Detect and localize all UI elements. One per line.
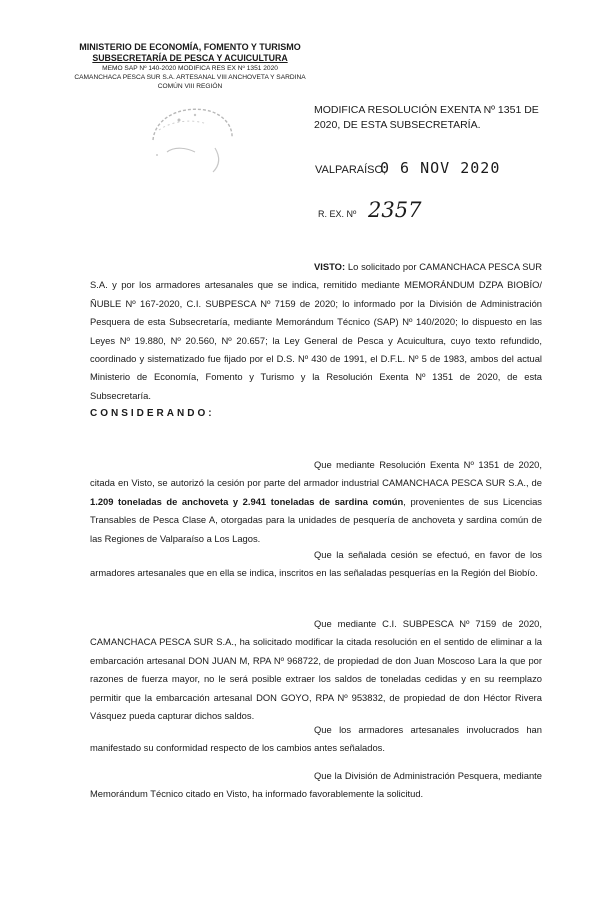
visto-text: Lo solicitado por CAMANCHACA PESCA SUR S.A. y por los armadores artesanales que se indica, remitido mediante MEMORÁNDUM DZPA BIOBÍO/ÑUBLE Nº 167-2020, C.I. SUBPESCA Nº 7159 de 2020; lo informado por la División de Administración Pesquera de esta Subsecretaría, mediante Memorándum Técnico (SAP) Nº 140/2020; lo dispuesto en las Leyes Nº 19.880, Nº 20.560, Nº 20.657; la Ley General de Pesca y Acuicultura, cuyo texto refundido, coordinado y sistematizado fue fijado por el D.S. Nº 430 de 1991, el D.F.L. Nº 5 de 1983, ambos del actual Ministerio de Economía, Fomento y Turismo y la Resolución Exenta Nº 1351 de 2020, de esta Subsecretaría. (90, 261, 542, 401)
memo-ref-line-2: CAMANCHACA PESCA SUR S.A. ARTESANAL VIII ANCHOVETA Y SARDINA (74, 74, 306, 81)
ministry-name: MINISTERIO DE ECONOMÍA, FOMENTO Y TURISMO (79, 42, 301, 52)
considerando-paragraph-1 (90, 456, 542, 548)
considerando-heading: CONSIDERANDO: (90, 408, 215, 419)
resolution-number: 2357 (368, 198, 422, 222)
date-place: VALPARAÍSO, (315, 164, 387, 176)
subsecretaria-name: SUBSECRETARÍA DE PESCA Y ACUICULTURA (92, 53, 288, 63)
p5-text: Que la División de Administración Pesquera, mediante Memorándum Técnico citado en Visto, ha informado favorablemente la solicitud. (90, 770, 542, 800)
p1-text-c: , provenientes de sus Licencias Transables de Pesca Clase A, otorgadas para la unidades de pesquería de anchoveta y sardina común de las Regiones de Valparaíso a Los Lagos. (90, 495, 542, 544)
memo-ref-line-1: MEMO SAP Nº 140-2020 MODIFICA RES EX Nº 1351 2020 (102, 65, 278, 72)
p1-text-a: Que mediante Resolución Exenta Nº 1351 de 2020, citada en Visto, se autorizó la cesión por parte del armador industrial CAMANCHACA PESCA SUR S.A., de (90, 459, 542, 489)
considerando-paragraph-3 (90, 615, 542, 725)
visto-paragraph (90, 258, 542, 405)
p1-tonnage: 1.209 toneladas de anchoveta y 2.941 toneladas de sardina común (90, 495, 404, 507)
p2-text: Que la señalada cesión se efectuó, en favor de los armadores artesanales que en ella se indica, inscritos en las señaladas pesquerías en la Región del Biobío. (90, 549, 542, 579)
considerando-paragraph-4 (90, 721, 542, 758)
resolution-subject: MODIFICA RESOLUCIÓN EXENTA Nº 1351 DE 2020, DE ESTA SUBSECRETARÍA. (314, 104, 539, 131)
p3-text: Que mediante C.I. SUBPESCA Nº 7159 de 2020, CAMANCHACA PESCA SUR S.A., ha solicitado modificar la citada resolución en el sentido de eliminar a la embarcación artesanal DON JUAN M, RPA Nº 968722, de propiedad de don Juan Moscoso Lara la que por razones de fuerza mayor, no le será posible extraer los saldos de toneladas cedidas y en su reemplazo permitir que la embarcación artesanal DON GOYO, RPA Nº 953832, de propiedad de don Héctor Rivera Vásquez pueda capturar dichos saldos. (90, 618, 542, 722)
p4-text: Que los armadores artesanales involucrados han manifestado su conformidad respecto de los cambios antes señalados. (90, 724, 542, 754)
date-value: 0 6 NOV 2020 (380, 159, 501, 177)
considerando-paragraph-5 (90, 767, 542, 804)
resolution-number-label: R. EX. Nº (318, 209, 357, 219)
considerando-paragraph-2 (90, 546, 542, 583)
official-stamp (135, 100, 245, 175)
letterhead (60, 42, 320, 91)
visto-label: VISTO: (314, 261, 346, 272)
memo-ref-line-3: COMÚN VIII REGIÓN (157, 83, 223, 90)
